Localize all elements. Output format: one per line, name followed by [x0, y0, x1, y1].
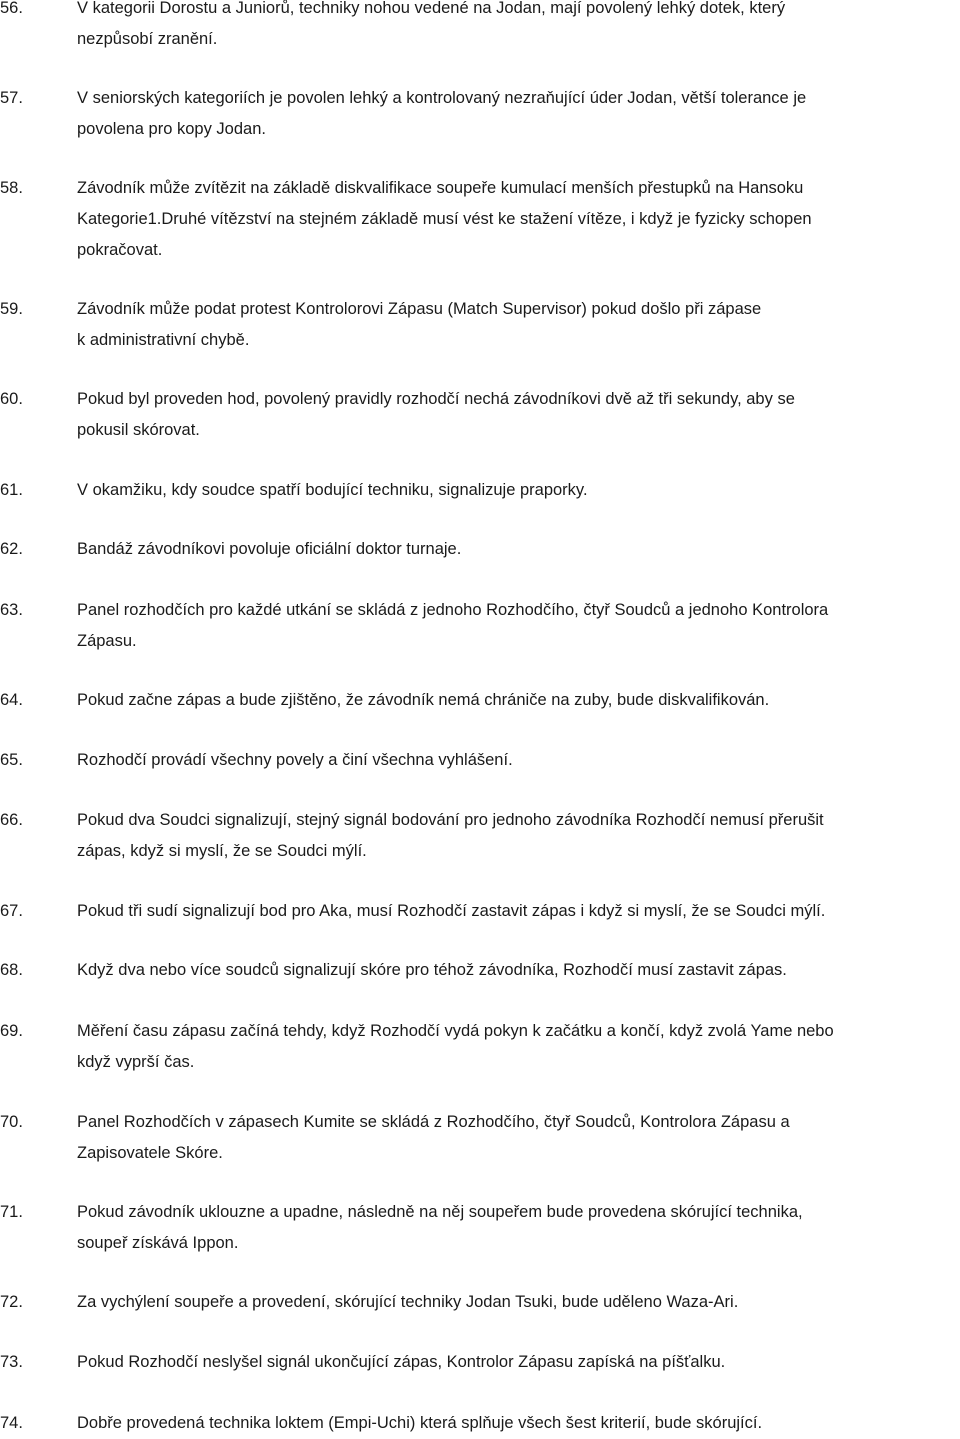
rule-number: 57.	[0, 89, 23, 107]
rule-item	[0, 896, 960, 927]
rule-text	[77, 1287, 960, 1318]
rule-item	[0, 955, 960, 986]
rule-text-line: Pokud Rozhodčí neslyšel signál ukončující zápas, Kontrolor Zápasu zapíská na píšťalku.	[77, 1353, 726, 1371]
rule-text-line: zápas, když si myslí, že se Soudci mýlí.	[77, 842, 367, 860]
rule-text-line: Když dva nebo více soudců signalizují skóre pro téhož závodníka, Rozhodčí musí zastavit zápas.	[77, 961, 787, 979]
rule-number: 59.	[0, 300, 23, 318]
rule-item	[0, 475, 960, 506]
rule-text-line: soupeř získává Ippon.	[77, 1234, 239, 1252]
rule-number: 70.	[0, 1113, 23, 1131]
rule-item	[0, 805, 960, 867]
rule-item	[0, 685, 960, 716]
rule-text-line: Bandáž závodníkovi povoluje oficiální doktor turnaje.	[77, 540, 462, 558]
rule-number: 69.	[0, 1022, 23, 1040]
rule-text-line: Panel rozhodčích pro každé utkání se skládá z jednoho Rozhodčího, čtyř Soudců a jednoho Kontrolora	[77, 601, 829, 619]
rule-text-line: Pokud tři sudí signalizují bod pro Aka, musí Rozhodčí zastavit zápas i když si myslí, že se Soudci mýlí.	[77, 902, 826, 920]
rule-text-line: Kategorie1.Druhé vítězství na stejném základě musí vést ke stažení vítěze, i když je fyzicky schopen	[77, 210, 812, 228]
rule-text-line: Zapisovatele Skóre.	[77, 1144, 223, 1162]
rule-text	[77, 805, 960, 867]
rule-text	[77, 1107, 960, 1169]
rule-item	[0, 1287, 960, 1318]
rule-item	[0, 384, 960, 446]
rule-text-line: pokračovat.	[77, 241, 163, 259]
rule-item	[0, 0, 960, 55]
rule-text	[77, 685, 960, 716]
rule-text	[77, 896, 960, 927]
rule-number: 74.	[0, 1414, 23, 1432]
rule-text-line: V okamžiku, kdy soudce spatří bodující techniku, signalizuje praporky.	[77, 481, 588, 499]
rule-number: 66.	[0, 811, 23, 829]
rule-number: 62.	[0, 540, 23, 558]
rule-item	[0, 1107, 960, 1169]
rule-text	[77, 1197, 960, 1259]
rule-text-line: Pokud byl proveden hod, povolený pravidly rozhodčí nechá závodníkovi dvě až tři sekundy, aby se	[77, 390, 795, 408]
rule-number: 61.	[0, 481, 23, 499]
rule-text-line: Zápasu.	[77, 632, 137, 650]
rule-text	[77, 475, 960, 506]
rule-number: 60.	[0, 390, 23, 408]
rule-number: 71.	[0, 1203, 23, 1221]
rule-number: 67.	[0, 902, 23, 920]
rule-number: 68.	[0, 961, 23, 979]
rule-text	[77, 384, 960, 446]
rule-text	[77, 745, 960, 776]
rule-text-line: Panel Rozhodčích v zápasech Kumite se skládá z Rozhodčího, čtyř Soudců, Kontrolora Zápasu a	[77, 1113, 790, 1131]
rule-text-line: Závodník může podat protest Kontrolorovi Zápasu (Match Supervisor) pokud došlo při zápase	[77, 300, 762, 318]
rule-text	[77, 1016, 960, 1078]
rule-item	[0, 745, 960, 776]
rule-text	[77, 294, 960, 356]
rule-text	[77, 1408, 960, 1439]
rule-number: 73.	[0, 1353, 23, 1371]
rule-text	[77, 955, 960, 986]
rule-text-line: Měření času zápasu začíná tehdy, když Rozhodčí vydá pokyn k začátku a končí, když zvolá Yame nebo	[77, 1022, 834, 1040]
rule-text	[77, 173, 960, 266]
rule-item	[0, 173, 960, 266]
rule-number: 56.	[0, 0, 23, 17]
rule-item	[0, 534, 960, 565]
rule-text-line: nezpůsobí zranění.	[77, 30, 218, 48]
rule-item	[0, 595, 960, 657]
rule-text-line: Rozhodčí provádí všechny povely a činí všechna vyhlášení.	[77, 751, 513, 769]
rule-number: 64.	[0, 691, 23, 709]
rule-text-line: Pokud závodník uklouzne a upadne, následně na něj soupeřem bude provedena skórující technika,	[77, 1203, 803, 1221]
rule-number: 58.	[0, 179, 23, 197]
rule-item	[0, 83, 960, 145]
rule-text-line: Pokud začne zápas a bude zjištěno, že závodník nemá chrániče na zuby, bude diskvalifikován.	[77, 691, 770, 709]
rule-text	[77, 534, 960, 565]
rule-text-line: povolena pro kopy Jodan.	[77, 120, 266, 138]
rule-number: 72.	[0, 1293, 23, 1311]
rule-item	[0, 1347, 960, 1378]
rule-text	[77, 1347, 960, 1378]
rule-text-line: když vyprší čas.	[77, 1053, 195, 1071]
rule-item	[0, 1408, 960, 1439]
rule-text-line: Za vychýlení soupeře a provedení, skórující techniky Jodan Tsuki, bude uděleno Waza-Ari.	[77, 1293, 739, 1311]
rule-text-line: Závodník může zvítězit na základě diskvalifikace soupeře kumulací menších přestupků na Hansoku	[77, 179, 804, 197]
rule-item	[0, 294, 960, 356]
rule-text-line: V seniorských kategoriích je povolen lehký a kontrolovaný nezraňující úder Jodan, větší tolerance je	[77, 89, 807, 107]
rule-text	[77, 83, 960, 145]
rule-number: 65.	[0, 751, 23, 769]
rule-text-line: Dobře provedená technika loktem (Empi-Uchi) která splňuje všech šest kriterií, bude skórující.	[77, 1414, 763, 1432]
rule-text-line: k administrativní chybě.	[77, 331, 250, 349]
rule-text-line: Pokud dva Soudci signalizují, stejný signál bodování pro jednoho závodníka Rozhodčí nemusí přerušit	[77, 811, 824, 829]
rule-item	[0, 1016, 960, 1078]
rule-text-line: pokusil skórovat.	[77, 421, 200, 439]
rule-item	[0, 1197, 960, 1259]
rule-number: 63.	[0, 601, 23, 619]
rule-text	[77, 595, 960, 657]
rule-text-line: V kategorii Dorostu a Juniorů, techniky nohou vedené na Jodan, mají povolený lehký dotek, který	[77, 0, 786, 17]
rule-text	[77, 0, 960, 55]
